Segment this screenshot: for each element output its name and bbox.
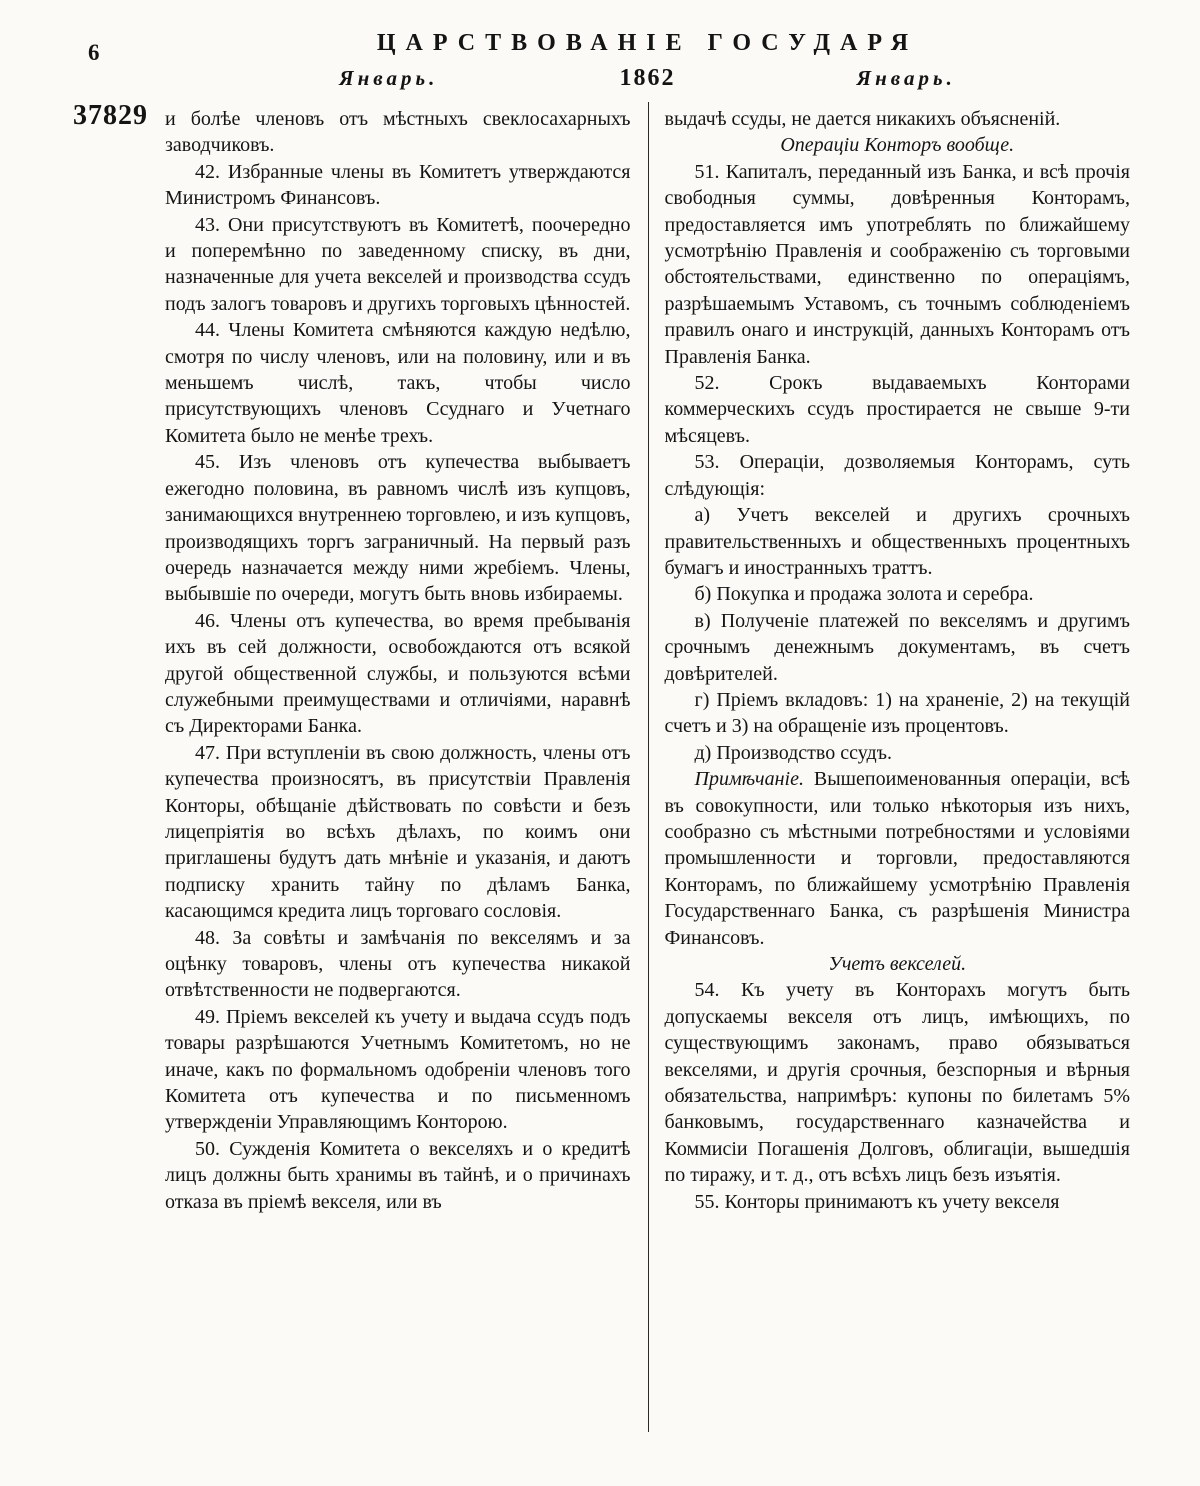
month-label-right: Январь. [856,66,956,90]
column-divider [648,102,649,1432]
paragraph: б) Покупка и продажа золота и серебра. [694,583,1034,606]
running-subheader [165,65,1130,92]
paragraph: 48. За совѣты и замѣчанія по векселямъ и за оцѣнку товаровъ, члены отъ купечества никакой отвѣтственности не подвергаются. [165,926,631,1002]
paragraph: 47. При вступленіи въ свою должность, члены отъ купечества произносятъ, въ присутствіи Правленія Конторы, обѣщаніе дѣйствовать по совѣсти и безъ лицепріятія во всѣхъ дѣлахъ, по коимъ они приглашены будутъ дать мнѣніе и указанія, и даютъ подписку хранить тайну по дѣламъ Банка, касающимся кредита лицъ торговаго сословія. [165,741,631,923]
running-title: ЦАРСТВОВАНІЕ ГОСУДАРЯ [376,30,919,56]
act-number: 37829 [73,100,148,131]
year-label: 1862 [619,65,676,91]
paragraph: г) Пріемъ вкладовъ: 1) на храненіе, 2) на текущій счетъ и 3) на обращеніе изъ процентовъ. [664,688,1130,738]
paragraph: 45. Изъ членовъ отъ купечества выбываетъ ежегодно половина, въ равномъ числѣ изъ купцовъ, занимающихся внутреннею торговлею, и изъ купцовъ, производящихъ торгъ заграничный. На первый разъ очередь назначается между ними жребіемъ. Члены, выбывшіе по очереди, могутъ быть вновь избираемы. [165,451,631,606]
paragraph: 55. Конторы принимаютъ къ учету векселя [694,1190,1060,1213]
text-columns [73,100,1130,1436]
paragraph: Примѣчаніе. Вышепоименованныя операціи, всѣ въ совокупности, или только нѣкоторыя изъ нихъ, сообразно съ мѣстными потребностями и условіями промышленности и торговли, предоставляются Конторамъ, по ближайшему усмотрѣнію Правленія Государственнаго Банка, съ разрѣшенія Министра Финансовъ. [664,768,1130,949]
right-column [665,106,1131,1436]
left-column [165,106,631,1436]
paragraph: 50. Сужденія Комитета о векселяхъ и о кредитѣ лицъ должны быть хранимы въ тайнѣ, и о причинахъ отказа въ пріемѣ векселя, или въ [165,1137,631,1213]
paragraph: и болѣе членовъ отъ мѣстныхъ свеклосахарныхъ заводчиковъ. [165,108,631,157]
paragraph: 51. Капиталъ, переданный изъ Банка, и всѣ прочія свободныя суммы, довѣренныя Конторамъ, предоставляется имъ употреблять по ближайшему усмотрѣнію Правленія и соображенію съ торговыми обстоятельствами, единственно по операціямъ, разрѣшаемымъ Уставомъ, съ точнымъ соблюденіемъ правилъ онаго и инструкцій, данныхъ Конторамъ отъ Правленія Банка. [664,160,1130,368]
paragraph: д) Производство ссудъ. [694,741,892,764]
paragraph: 42. Избранные члены въ Комитетъ утверждаются Министромъ Финансовъ. [165,160,631,210]
paragraph: в) Полученіе платежей по векселямъ и другимъ срочнымъ денежнымъ документамъ, въ счетъ довѣрителей. [664,609,1130,685]
paragraph: 43. Они присутствуютъ въ Комитетѣ, поочередно и поперемѣнно по заведенному списку, въ дни, назначенные для учета векселей и производства ссудъ подъ залогъ товаровъ и другихъ торговыхъ цѣнностей. [165,213,631,315]
paragraph: 44. Члены Комитета смѣняются каждую недѣлю, смотря по числу членовъ, или на половину, или и въ меньшемъ числѣ, такъ, чтобы число присутствующихъ членовъ Ссуднаго и Учетнаго Комитета было не менѣе трехъ. [165,319,631,447]
paragraph: 53. Операціи, дозволяемыя Конторамъ, суть слѣдующія: [664,451,1130,500]
paragraph: 52. Срокъ выдаваемыхъ Конторами коммерческихъ ссудъ простирается не свыше 9-ти мѣсяцевъ. [664,372,1130,447]
note-lead: Примѣчаніе. [694,768,804,791]
paragraph: а) Учетъ векселей и другихъ срочныхъ правительственныхъ и общественныхъ процентныхъ бумагъ и иностранныхъ траттъ. [664,504,1130,579]
paragraph: 46. Члены отъ купечества, во время пребыванія ихъ въ сей должности, освобождаются отъ всякой другой общественной службы, и пользуются всѣми служебными преимуществами и отличіями, наравнѣ съ Директорами Банка. [165,609,631,738]
section-heading: Операціи Конторъ вообще. [780,134,1015,157]
paragraph: 49. Пріемъ векселей къ учету и выдача ссудъ подъ товары разрѣшаются Учетнымъ Комитетомъ, но не иначе, какъ по формальномъ одобреніи членовъ того Комитета отъ купечества и по письменномъ утвержденіи Управляющимъ Конторою. [165,1005,631,1134]
section-heading: Учетъ векселей. [828,953,967,975]
paragraph: 54. Къ учету въ Конторахъ могутъ быть допускаемы векселя отъ лицъ, имѣющихъ, по существующимъ законамъ, право обязываться векселями, и другія срочныя, безспорныя и вѣрныя обязательства, напримѣръ: купоны по билетамъ 5% банковымъ, государственнаго казначейства и Коммисіи Погашенія Долговъ, облигаціи, вышедшія по тиражу, и т. д., отъ всѣхъ лицъ безъ изъятія. [664,979,1130,1187]
page-number: 6 [88,40,100,65]
paragraph: выдачѣ ссуды, не дается никакихъ объясненій. [664,108,1061,130]
month-label-left: Январь. [339,66,439,90]
